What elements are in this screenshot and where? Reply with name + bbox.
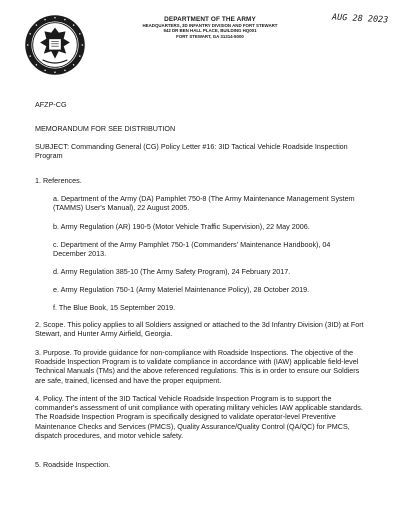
letterhead-organization: DEPARTMENT OF THE ARMY [164,16,256,23]
reference-item-a: a. Department of the Army (DA) Pamphlet 750-8 (The Army Maintenance Management System (TAMMS) User's Manual), 22 August 2005. [53,194,355,213]
references-heading: 1. References. [35,176,82,185]
reference-item-b: b. Army Regulation (AR) 190-5 (Motor Vehicle Traffic Supervision), 22 May 2006. [53,222,310,231]
policy-paragraph: 4. Policy. The intent of the 3ID Tactical Vehicle Roadside Inspection Program is to support the commander's assessment of unit compliance with operating military vehicles IAW applicable standards. The Roadside Inspection Program is specifically designed to validate operator-level Preventive Maintenance Checks and Services (PMCS), Quality Assurance/Quality Control (QA/QC) for PMCS, dispatch procedures, and motor vehicle safety. [35,394,363,440]
office-symbol: AFZP-CG [35,100,67,109]
letterhead [110,17,310,39]
reference-item-f: f. The Blue Book, 15 September 2019. [53,303,176,312]
letterhead-address-line1: 942 DR BEN HALL PLACE, BUILDING HQ001 [163,28,257,34]
roadside-inspection-heading: 5. Roadside Inspection. [35,460,111,469]
letterhead-headquarters: HEADQUARTERS, 3D INFANTRY DIVISION AND FORT STEWART [142,22,278,28]
reference-item-e: e. Army Regulation 750-1 (Army Materiel Maintenance Policy), 28 October 2019. [53,285,310,294]
memorandum-for-line: MEMORANDUM FOR SEE DISTRIBUTION [35,124,176,133]
purpose-paragraph: 3. Purpose. To provide guidance for non-compliance with Roadside Inspections. The objective of the Roadside Inspection Program is to validate compliance in accordance with (IAW) applicable field-level Technical Manuals (TMs) and the above referenced regulations. This is in order to ensure our Soldiers are safe, trained, licensed and have the proper equipment. [35,348,360,385]
subject-line: SUBJECT: Commanding General (CG) Policy Letter #16: 3ID Tactical Vehicle Roadside Inspection Program [35,142,348,161]
department-of-the-army-seal-icon [24,14,86,76]
reference-item-c: c. Department of the Army Pamphlet 750-1 (Commanders' Maintenance Handbook), 04 December 2013. [53,240,331,259]
reference-item-d: d. Army Regulation 385-10 (The Army Safety Program), 24 February 2017. [53,267,291,276]
scope-paragraph: 2. Scope. This policy applies to all Soldiers assigned or attached to the 3d Infantry Division (3ID) at Fort Stewart, and Hunter Army Airfield, Georgia. [35,320,364,339]
letterhead-address-line2: FORT STEWART, GA 31314-5000 [176,33,244,39]
handwritten-date: AUG 28 2023 [331,12,389,26]
